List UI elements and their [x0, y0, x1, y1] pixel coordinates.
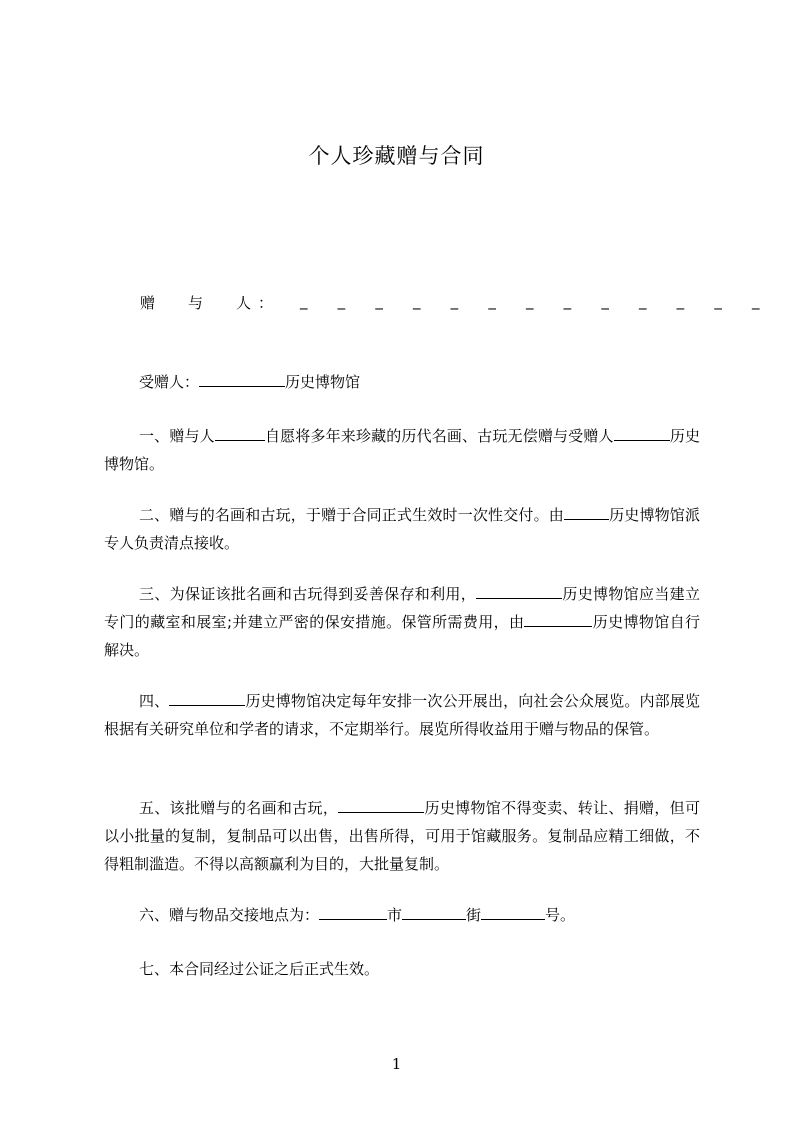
clause-6-text-1: 六、赠与物品交接地点为：: [139, 906, 320, 924]
clause-3-text-3: 历史博物馆自行解决。: [104, 613, 700, 659]
recipient-label: 受赠人：: [139, 373, 200, 391]
clause-2-text-2: 历史博物馆派专人负责清点接收。: [104, 506, 700, 552]
clause-1-text-2: 自愿将多年来珍藏的历代名画、古玩无偿赠与受赠人: [264, 427, 614, 445]
clause-7-text-1: 七、本合同经过公证之后正式生效。: [139, 960, 380, 978]
blank-field: [338, 796, 424, 813]
clause-4: [104, 687, 700, 743]
clause-2-text-1: 二、赠与的名画和古玩，于赠于合同正式生效时一次性交付。由: [139, 506, 564, 524]
blank-field: [215, 424, 265, 441]
blank-field: [199, 370, 285, 387]
blank-field: [319, 903, 387, 920]
clause-1-text-1: 一、赠与人: [139, 427, 215, 445]
clause-3-text-2: 历史博物馆应当建立专门的藏室和展室;并建立严密的保安措施。保管所需费用，由: [104, 585, 700, 631]
blank-field: [481, 903, 545, 920]
clause-6: [104, 901, 700, 929]
donor-char-1: 赠: [140, 294, 156, 312]
donor-char-2: 与: [188, 294, 204, 312]
blank-field: [169, 689, 245, 706]
clause-5-text-1: 五、该批赠与的名画和古玩，: [139, 799, 339, 817]
clause-5: [104, 794, 700, 878]
clause-5-text-2: 历史博物馆不得变卖、转让、捐赠，但可以小批量的复制，复制品可以出售，出售所得，可用于馆藏服务。复制品应精工细做，不得粗制滥造。不得以高额赢利为目的，大批量复制。: [104, 799, 700, 873]
clause-1-text-3: 历史博物馆。: [104, 427, 700, 473]
donor-colon: ：: [258, 294, 274, 312]
clause-4-text-1: 四、: [139, 692, 170, 710]
donor-char-3: 人: [236, 294, 252, 312]
clause-7: [104, 955, 700, 983]
blank-field: [564, 503, 609, 520]
clause-2: [104, 501, 700, 557]
clause-1: [104, 422, 700, 478]
clause-3: [104, 580, 700, 664]
clause-6-text-4: 号。: [545, 906, 576, 924]
blank-field: [476, 582, 562, 599]
document-title: 个人珍藏赠与合同: [308, 144, 485, 168]
donor-blank: _ _ _ _ _ _ _ _ _ _ _ _ _: [300, 292, 773, 310]
clause-4-text-2: 历史博物馆决定每年安排一次公开展出，向社会公众展览。内部展览根据有关研究单位和学者的请求，不定期举行。展览所得收益用于赠与物品的保管。: [104, 692, 700, 738]
page-number: 1: [391, 1055, 402, 1073]
clause-6-text-2: 市: [387, 906, 403, 924]
blank-field: [614, 424, 670, 441]
blank-field: [524, 610, 592, 627]
recipient-line: [104, 368, 700, 396]
recipient-suffix: 历史博物馆: [285, 373, 361, 391]
clause-3-text-1: 三、为保证该批名画和古玩得到妥善保存和利用，: [139, 585, 477, 603]
donor-line: [140, 292, 773, 316]
clause-6-text-3: 街: [466, 906, 482, 924]
blank-field: [402, 903, 466, 920]
